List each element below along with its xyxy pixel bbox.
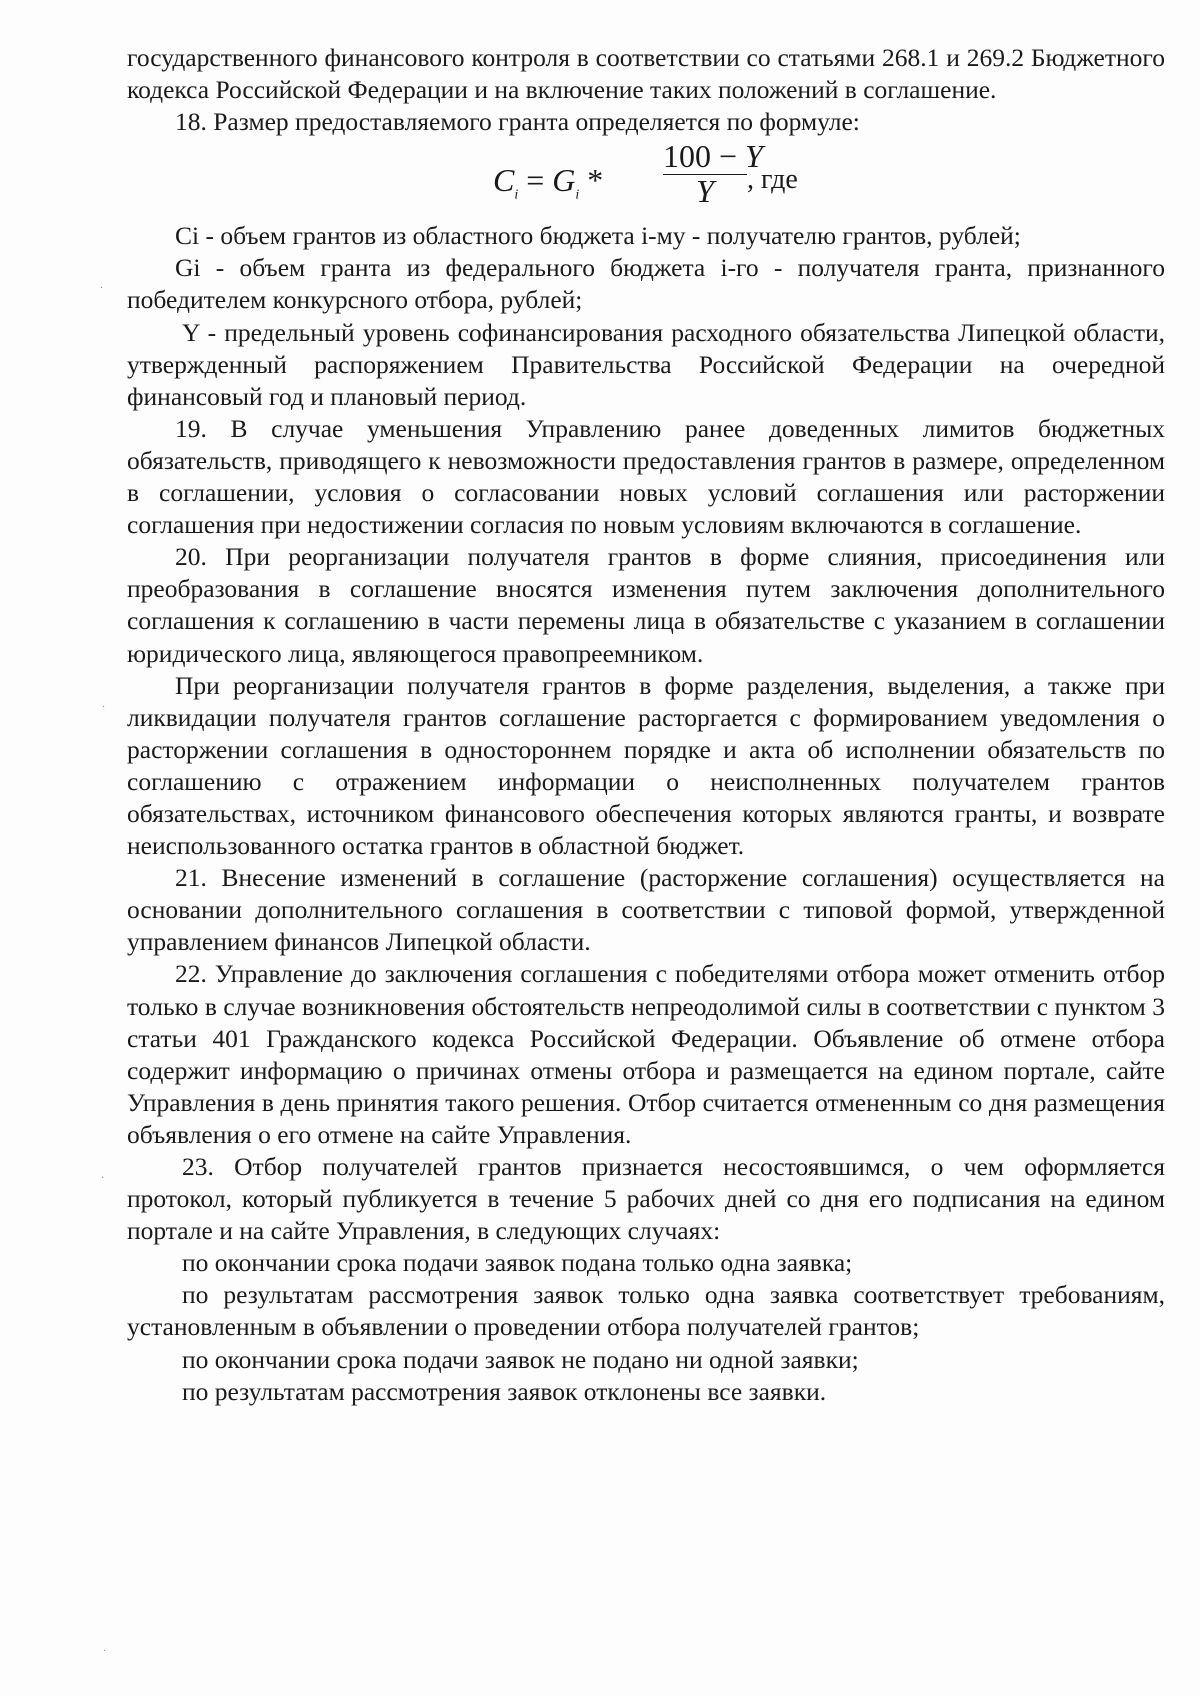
paragraph-17-continuation: государственного финансового контроля в соответствии со статьями 268.1 и 269.2 Бюджетного кодекса Российской Федерации и на включение таких положений в соглашение. (127, 43, 1165, 105)
paragraph-22: 22. Управление до заключения соглашения с победителями отбора может отменить отбор только в случае возникновения обстоятельств непреодолимой силы в соответствии с пунктом 3 статьи 401 Гражданского кодекса Российской Федерации. Объявление об отмене отбора содержит информацию о причинах отмены отбора и размещается на едином портале, сайте Управления в день принятия такого решения. Отбор считается отмененным со дня размещения объявления о его отмене на сайте Управления. (127, 959, 1165, 1149)
case-one-application: по окончании срока подачи заявок подана только одна заявка; (182, 1248, 853, 1278)
formula-equals: = (526, 162, 545, 199)
definition-ci: Ci - объем грантов из областного бюджета i-му - получателю грантов, рублей; (175, 221, 1021, 251)
formula-c-subscript: i (514, 187, 519, 203)
document-body (127, 42, 1165, 1408)
formula-fraction (663, 138, 763, 210)
formula-c: C (493, 162, 515, 199)
scan-speck: · (101, 1173, 105, 1184)
formula-numerator-100: 100 (663, 138, 711, 175)
formula-g: G (552, 162, 576, 199)
paragraph-20-reorganization: При реорганизации получателя грантов в форме разделения, выделения, а также при ликвидации получателя грантов соглашение расторгается с формированием уведомления о расторжении соглашения в одностороннем порядке и акта об исполнении обязательств по соглашению с отражением информации о неисполненных получателем грантов обязательствах, источником финансового обеспечения которых являются гранты, и возврате неиспользованного остатка грантов в областной бюджет. (127, 670, 1165, 861)
scan-speck: · (100, 283, 104, 294)
formula-minus: − (719, 138, 738, 175)
paragraph-21: 21. Внесение изменений в соглашение (расторжение соглашения) осуществляется на основании дополнительного соглашения в соответствии с типовой формой, утвержденной управлением финансов Липецкой области. (127, 863, 1165, 957)
formula-suffix: , где (747, 164, 798, 196)
scan-speck: · (103, 1646, 107, 1657)
definition-gi: Gi - объем гранта из федерального бюджета i-го - получателя гранта, признанного победителем конкурсного отбора, рублей; (127, 253, 1165, 315)
definition-y: Y - предельный уровень софинансирования расходного обязательства Липецкой области, утвержденный распоряжением Правительства Российской Федерации на очередной финансовый год и плановый период. (127, 317, 1165, 411)
case-all-rejected: по результатам рассмотрения заявок отклонены все заявки. (182, 1376, 827, 1406)
formula-numerator (663, 138, 763, 175)
paragraph-18: 18. Размер предоставляемого гранта определяется по формуле: (175, 107, 860, 137)
paragraph-23: 23. Отбор получателей грантов признается несостоявшимся, о чем оформляется протокол, который публикуется в течение 5 рабочих дней со дня его подписания на едином портале и на сайте Управления, в следующих случаях: (127, 1152, 1165, 1246)
paragraph-20: 20. При реорганизации получателя грантов в форме слияния, присоединения или преобразования в соглашение вносятся изменения путем заключения дополнительного соглашения к соглашению в части перемены лица в обязательстве с указанием в соглашении юридического лица, являющегося правопреемником. (127, 542, 1165, 668)
formula-times: * (587, 162, 604, 199)
case-no-applications: по окончании срока подачи заявок не подано ни одной заявки; (182, 1344, 859, 1374)
paragraph-19: 19. В случае уменьшения Управлению ранее доведенных лимитов бюджетных обязательств, приводящего к невозможности предоставления грантов в размере, определенном в соглашении, условия о согласовании новых условий соглашения или расторжении соглашения при недостижении согласия по новым условиям включаются в соглашение. (127, 413, 1165, 540)
case-one-compliant: по результатам рассмотрения заявок только одна заявка соответствует требованиям, установленным в объявлении о проведении отбора получателей грантов; (127, 1280, 1165, 1342)
formula-left-side (493, 164, 603, 211)
formula-g-subscript: i (575, 187, 580, 203)
scan-speck: · (102, 702, 106, 713)
formula-numerator-y: Y (745, 138, 763, 175)
grant-formula (127, 140, 1165, 216)
formula-denominator: Y (696, 173, 714, 210)
